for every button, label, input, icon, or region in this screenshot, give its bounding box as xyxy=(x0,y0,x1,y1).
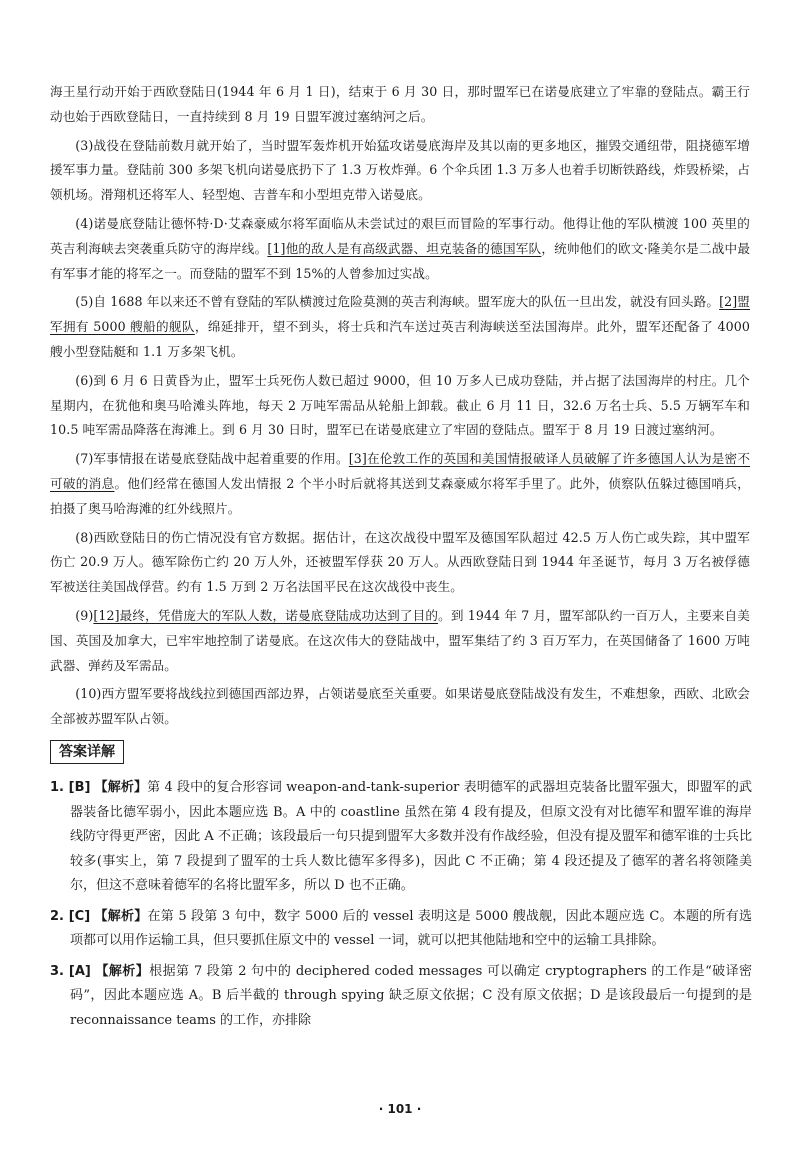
answer-text: 根据第 7 段第 2 句中的 deciphered coded messages 可以确定 cryptographers 的工作是“破译密码”，因此本题应选 A。B 后半截的 through spying 缺乏原文依据；C 没有原文依据；D 是该段最后一句提到的是 reconnaissance teams 的工作，亦排除 xyxy=(70,963,752,1028)
answer-item xyxy=(50,905,752,954)
analysis-tag: 【解析】 xyxy=(94,780,148,795)
paragraph-10: (10)西方盟军要将战线拉到德国西部边界，占领诺曼底至关重要。如果诺曼底登陆战没有发生，不难想象，西欧、北欧会全部被苏盟军队占领。 xyxy=(50,686,750,727)
answer-item xyxy=(50,960,752,1034)
paragraph-5-text-b: ，绵延排开，望不到头，将士兵和汽车送过英吉利海峡送至法国海岸。此外，盟军还配备了 4000 艘小型登陆艇和 1.1 万多架飞机。 xyxy=(50,319,750,359)
analysis-tag: 【解析】 xyxy=(95,963,150,979)
paragraph-4-underlined: [1]他的敌人是有高级武器、坦克装备的德国军队 xyxy=(267,240,542,256)
paragraph-7-text-b: 。他们经常在德国人发出情报 2 个半小时后就将其送到艾森豪威尔将军手里了。此外，侦察队伍躲过德国哨兵，拍摄了奥马哈海滩的红外线照片。 xyxy=(50,475,750,516)
paragraph-9-underlined: [12]最终，凭借庞大的军队人数，诺曼底登陆成功达到了目的 xyxy=(93,607,439,623)
answer-number: 3. [A] xyxy=(50,963,91,979)
paragraph-7 xyxy=(50,447,750,521)
answer-section-title: 答案详解 xyxy=(50,740,124,764)
answer-text: 第 4 段中的复合形容词 weapon-and-tank-superior 表明德军的武器坦克装备比盟军强大，即盟军的武器装备比德军弱小，因此本题应选 B。A 中的 coastline 虽然在第 4 段有提及，但原文没有对比德军和盟军谁的海岸线防守得更严密，因此 A 不正确；该段最后一句只提到盟军大多数并没有作战经验，但没有提及盟军和德军谁的士兵比较多(事实上，第 7 段提到了盟军的士兵人数比德军多得多)，因此 C 不正确；第 4 段还提及了德军的著名将领隆美尔，但这不意味着德军的名将比盟军多，所以 D 也不正确。 xyxy=(70,780,752,893)
analysis-tag: 【解析】 xyxy=(94,908,148,924)
paragraph-4-text-a: (4)诺曼底登陆让德怀特·D·艾森豪威尔将军面临从未尝试过的艰巨而冒险的军事行动。他得让他的军队横渡 100 英里的英吉利海峡去突袭重兵防守的海岸线。 xyxy=(50,215,750,256)
paragraph-5-text-a: (5)自 1688 年以来还不曾有登陆的军队横渡过危险莫测的英吉利海峡。盟军庞大的队伍一旦出发，就没有回头路。 xyxy=(75,294,720,310)
translation-section xyxy=(50,80,750,736)
page-number: · 101 · xyxy=(378,1102,422,1116)
answer-explanations xyxy=(50,776,752,1039)
paragraph-5-underlined: [2]盟军拥有 5000 艘船的舰队 xyxy=(50,294,750,335)
paragraph-4-text-b: ，统帅他们的欧文·隆美尔是二战中最有军事才能的将军之一。而登陆的盟军不到 15%的人曾参加过实战。 xyxy=(50,240,751,281)
paragraph-9-text-b: 。到 1944 年 7 月，盟军部队约一百万人，主要来自美国、英国及加拿大，已牢牢地控制了诺曼底。在这次伟大的登陆战中，盟军集结了约 3 百万军力，在英国储备了 1600 万吨武器、弹药及军需品。 xyxy=(50,607,750,673)
paragraph-9 xyxy=(50,604,750,678)
answer-text: 在第 5 段第 3 句中，数字 5000 后的 vessel 表明这是 5000 艘战舰，因此本题应选 C。本题的所有选项都可以用作运输工具，但只要抓住原文中的 vessel 一词，就可以把其他陆地和空中的运输工具排除。 xyxy=(70,908,752,948)
paragraph-5 xyxy=(50,290,750,364)
paragraph-7-text-a: (7)军事情报在诺曼底登陆战中起着重要的作用。 xyxy=(75,451,349,467)
answer-number: 1. [B] xyxy=(50,780,91,795)
paragraph-7-underlined: [3]在伦敦工作的英国和美国情报破译人员破解了许多德国人认为是密不可破的消息 xyxy=(50,451,751,491)
paragraph-8: (8)西欧登陆日的伤亡情况没有官方数据。据估计，在这次战役中盟军及德国军队超过 42.5 万人伤亡或失踪，其中盟军伤亡 20.9 万人。德军除伤亡约 20 万人外，还被盟军俘获 20 万人。从西欧登陆日到 1944 年圣诞节，每月 3 万名被俘德军被送往美国战俘营。约有 1.5 万到 2 万名法国平民在这次战役中丧生。 xyxy=(50,529,750,595)
paragraph-9-text-a: (9) xyxy=(75,607,94,623)
paragraph-3: (3)战役在登陆前数月就开始了，当时盟军轰炸机开始猛攻诺曼底海岸及其以南的更多地区，摧毁交通纽带，阻挠德军增援军事力量。登陆前 300 多架飞机向诺曼底扔下了 1.3 万枚炸弹。6 个伞兵团 1.3 万多人也着手切断铁路线，炸毁桥梁，占领机场。滑翔机还将军人、轻型炮、吉普车和小型坦克带入诺曼底。 xyxy=(50,137,750,203)
paragraph-6: (6)到 6 月 6 日黄昏为止，盟军士兵死伤人数已超过 9000，但 10 万多人已成功登陆，并占据了法国海岸的村庄。几个星期内，在犹他和奥马哈滩头阵地，每天 2 万吨军需品从轮船上卸载。截止 6 月 11 日，32.6 万名士兵、5.5 万辆军车和 10.5 吨军需品降落在海滩上。到 6 月 30 日时，盟军已在诺曼底建立了牢固的登陆点。盟军于 8 月 19 日渡过塞纳河。 xyxy=(50,372,750,438)
paragraph-2-tail: 海王星行动开始于西欧登陆日(1944 年 6 月 1 日)，结束于 6 月 30 日，那时盟军已在诺曼底建立了牢靠的登陆点。霸王行动也始于西欧登陆日，一直持续到 8 月 19 日盟军渡过塞纳河之后。 xyxy=(50,84,750,124)
paragraph-4 xyxy=(50,212,750,286)
answer-item xyxy=(50,776,752,899)
answer-number: 2. [C] xyxy=(50,908,91,924)
